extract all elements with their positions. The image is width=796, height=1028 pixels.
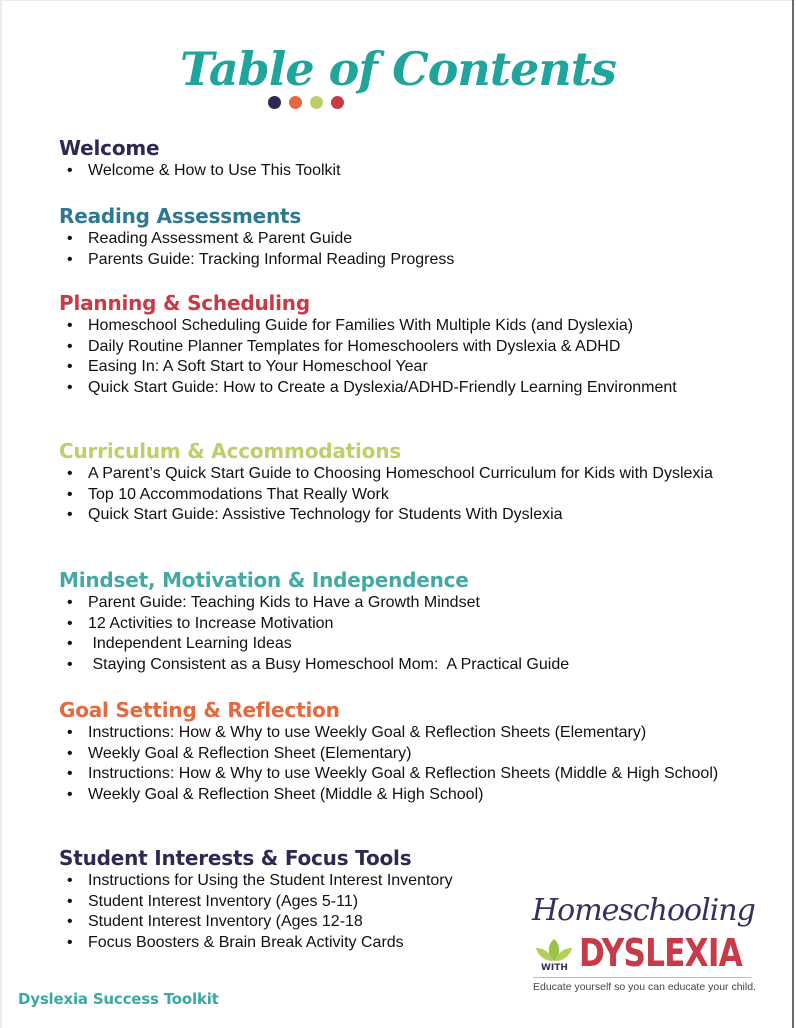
- toc-item: [59, 764, 759, 785]
- toc-item-text: Daily Routine Planner Templates for Homeschoolers with Dyslexia & ADHD: [88, 337, 621, 355]
- bullet-icon: •: [67, 506, 73, 523]
- section-item-list: [59, 723, 759, 805]
- toc-section: [59, 568, 759, 675]
- toc-item-text: Weekly Goal & Reflection Sheet (Middle & High School): [88, 785, 484, 803]
- toc-item: [59, 871, 759, 892]
- section-heading: Mindset, Motivation & Independence: [59, 568, 469, 592]
- page-border-right: [792, 0, 794, 1028]
- bullet-icon: •: [67, 872, 73, 889]
- bullet-icon: •: [67, 614, 73, 632]
- toc-section: [59, 136, 759, 182]
- dot-red: [331, 96, 344, 109]
- toc-item-text: Staying Consistent as a Busy Homeschool Mom: A Practical Guide: [88, 655, 570, 673]
- toc-item-text: Top 10 Accommodations That Really Work: [88, 485, 389, 503]
- toc-section: [59, 698, 759, 805]
- toc-item-text: Independent Learning Ideas: [88, 635, 292, 652]
- decorative-dots: [268, 96, 344, 109]
- bullet-icon: •: [67, 162, 73, 179]
- section-heading: Curriculum & Accommodations: [59, 439, 401, 463]
- bullet-icon: •: [67, 378, 73, 396]
- toc-item: [59, 723, 759, 744]
- toc-item: [59, 634, 759, 655]
- logo-tagline: Educate yourself so you can educate your child.: [533, 981, 756, 993]
- toc-item: [59, 593, 759, 614]
- logo-dyslexia-text: DYSLEXIA: [579, 931, 742, 975]
- toc-item: [59, 161, 759, 182]
- section-heading: Reading Assessments: [59, 204, 302, 228]
- dot-green: [310, 96, 323, 109]
- dot-orange: [289, 96, 302, 109]
- toc-item-text: Reading Assessment & Parent Guide: [88, 230, 353, 247]
- toc-item: [59, 229, 759, 250]
- logo-script-text: Homeschooling: [532, 893, 755, 928]
- bullet-icon: •: [67, 635, 73, 652]
- toc-item-text: 12 Activities to Increase Motivation: [88, 614, 334, 632]
- footer-title: Dyslexia Success Toolkit: [18, 990, 219, 1008]
- bullet-icon: •: [67, 655, 73, 673]
- toc-item-text: Welcome & How to Use This Toolkit: [88, 162, 341, 179]
- toc-item: [59, 655, 759, 676]
- bullet-icon: •: [67, 913, 73, 930]
- toc-item-text: A Parent’s Quick Start Guide to Choosing Homeschool Curriculum for Kids with Dyslexia: [88, 465, 713, 482]
- section-heading: Welcome: [59, 136, 160, 160]
- logo-divider: [533, 977, 751, 978]
- section-heading: Planning & Scheduling: [59, 291, 310, 315]
- toc-item-text: Homeschool Scheduling Guide for Families With Multiple Kids (and Dyslexia): [88, 317, 634, 334]
- toc-item-text: Instructions: How & Why to use Weekly Goal & Reflection Sheets (Elementary): [88, 724, 647, 741]
- bullet-icon: •: [67, 465, 73, 482]
- toc-item: [59, 744, 759, 765]
- toc-item-text: Student Interest Inventory (Ages 5-11): [88, 892, 359, 910]
- bullet-icon: •: [67, 765, 73, 782]
- page-border-top: [0, 0, 796, 1]
- toc-item: [59, 785, 759, 806]
- toc-item: [59, 357, 759, 378]
- toc-item-text: Student Interest Inventory (Ages 12-18: [88, 913, 363, 930]
- toc-item-text: Instructions for Using the Student Interest Inventory: [88, 872, 453, 889]
- bullet-icon: •: [67, 594, 73, 611]
- toc-item-text: Focus Boosters & Brain Break Activity Cards: [88, 933, 404, 951]
- toc-item: [59, 614, 759, 635]
- toc-item-text: Quick Start Guide: How to Create a Dyslexia/ADHD-Friendly Learning Environment: [88, 378, 677, 396]
- section-item-list: [59, 229, 759, 270]
- section-heading: Goal Setting & Reflection: [59, 698, 340, 722]
- logo-with-text: WITH: [541, 963, 568, 973]
- bullet-icon: •: [67, 358, 73, 375]
- bullet-icon: •: [67, 485, 73, 503]
- section-item-list: [59, 161, 759, 182]
- dot-navy: [268, 96, 281, 109]
- toc-item-text: Parent Guide: Teaching Kids to Have a Growth Mindset: [88, 594, 480, 611]
- toc-section: [59, 439, 759, 526]
- bullet-icon: •: [67, 933, 73, 951]
- toc-section: [59, 291, 759, 398]
- toc-item: [59, 485, 759, 506]
- toc-item: [59, 316, 759, 337]
- bullet-icon: •: [67, 785, 73, 803]
- toc-item-text: Weekly Goal & Reflection Sheet (Elementary): [88, 744, 412, 762]
- section-item-list: [59, 316, 759, 398]
- brand-logo: [527, 893, 767, 1003]
- bullet-icon: •: [67, 892, 73, 910]
- page-title: Table of Contents: [180, 42, 616, 96]
- toc-item: [59, 250, 759, 271]
- bullet-icon: •: [67, 230, 73, 247]
- section-heading: Student Interests & Focus Tools: [59, 846, 412, 870]
- toc-item-text: Instructions: How & Why to use Weekly Goal & Reflection Sheets (Middle & High School): [88, 765, 719, 782]
- bullet-icon: •: [67, 317, 73, 334]
- bullet-icon: •: [67, 724, 73, 741]
- bullet-icon: •: [67, 250, 73, 268]
- leaf-icon: [535, 939, 573, 963]
- bullet-icon: •: [67, 337, 73, 355]
- toc-item-text: Parents Guide: Tracking Informal Reading Progress: [88, 250, 455, 268]
- page-border-left: [0, 0, 2, 1028]
- toc-item: [59, 337, 759, 358]
- section-item-list: [59, 464, 759, 526]
- toc-item: [59, 378, 759, 399]
- toc-section: [59, 204, 759, 270]
- toc-item: [59, 464, 759, 485]
- toc-item-text: Quick Start Guide: Assistive Technology for Students With Dyslexia: [88, 506, 563, 523]
- toc-item: [59, 505, 759, 526]
- bullet-icon: •: [67, 744, 73, 762]
- toc-item-text: Easing In: A Soft Start to Your Homeschool Year: [88, 358, 428, 375]
- section-item-list: [59, 593, 759, 675]
